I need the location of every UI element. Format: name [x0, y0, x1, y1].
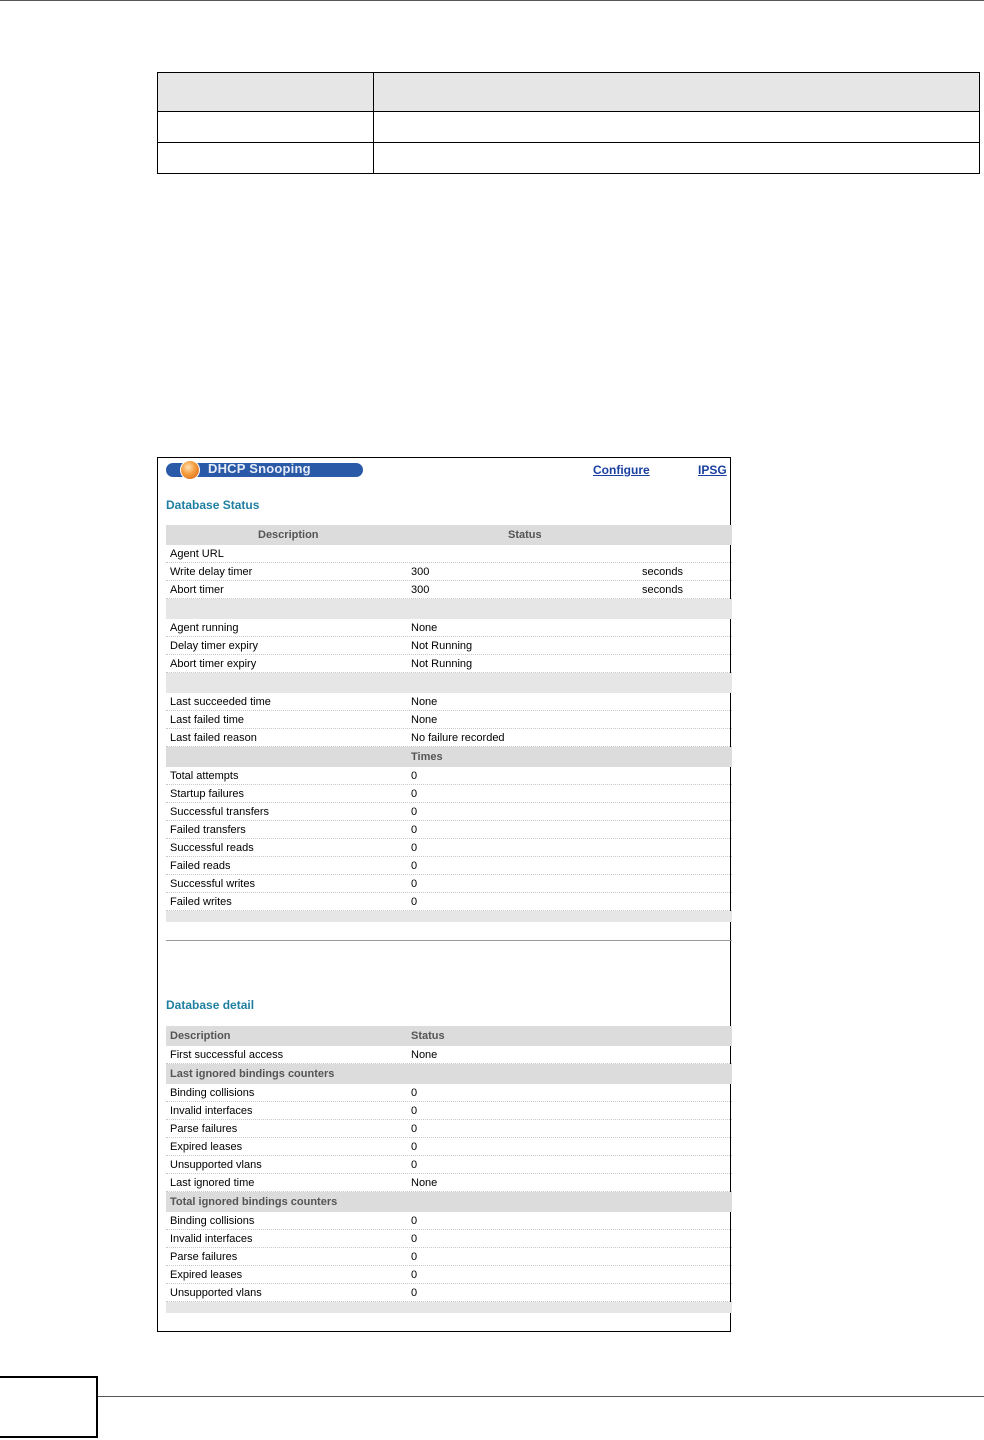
row-value: 0	[411, 1123, 418, 1135]
table-row	[166, 1230, 732, 1248]
row-value: None	[411, 622, 438, 634]
row-label: Failed writes	[170, 896, 232, 908]
table-row	[166, 563, 732, 581]
row-label: Last succeeded time	[170, 696, 271, 708]
table-row	[166, 1084, 732, 1102]
row-value: 0	[411, 1233, 418, 1245]
row-value: No failure recorded	[411, 732, 505, 744]
row-label: Expired leases	[170, 1269, 243, 1281]
ipsg-link[interactable]: IPSG	[698, 463, 727, 477]
last-ignored-header	[166, 1064, 732, 1084]
row-label: Binding collisions	[170, 1087, 255, 1099]
row-label: Abort timer	[170, 584, 224, 596]
description-header: Description	[258, 529, 319, 541]
doc-table-row	[158, 112, 980, 143]
row-label: Write delay timer	[170, 566, 253, 578]
row-label: Startup failures	[170, 788, 244, 800]
row-value: None	[411, 696, 438, 708]
table-row	[166, 785, 732, 803]
table-row	[166, 1266, 732, 1284]
row-value: 0	[411, 878, 418, 890]
configure-link[interactable]: Configure	[593, 463, 650, 477]
row-label: Agent running	[170, 622, 239, 634]
table-row	[166, 803, 732, 821]
table-row	[166, 857, 732, 875]
total-ignored-header-label: Total ignored bindings counters	[170, 1196, 338, 1208]
row-value: 0	[411, 806, 418, 818]
table-row	[166, 637, 732, 655]
status-table-header	[166, 525, 732, 545]
row-label: Agent URL	[170, 548, 224, 560]
row-label: Delay timer expiry	[170, 640, 259, 652]
row-label: Binding collisions	[170, 1215, 255, 1227]
row-value: 0	[411, 1251, 418, 1263]
group-separator	[166, 673, 732, 693]
last-ignored-header-label: Last ignored bindings counters	[170, 1068, 335, 1080]
group-separator	[166, 599, 732, 619]
row-unit: seconds	[642, 584, 683, 596]
row-label: Invalid interfaces	[170, 1105, 253, 1117]
dhcp-snooping-panel	[157, 457, 731, 1332]
row-label: Abort timer expiry	[170, 658, 257, 670]
row-value: 0	[411, 788, 418, 800]
table-row	[166, 1284, 732, 1302]
total-ignored-header	[166, 1192, 732, 1212]
row-value: None	[411, 714, 438, 726]
row-value: 0	[411, 842, 418, 854]
times-header	[166, 747, 732, 767]
row-value: 0	[411, 770, 418, 782]
row-label: First successful access	[170, 1049, 284, 1061]
row-value: 300	[411, 566, 430, 578]
row-value: 0	[411, 824, 418, 836]
doc-table-header-row	[158, 73, 980, 112]
row-label: Successful reads	[170, 842, 254, 854]
doc-header-table	[157, 72, 980, 174]
row-value: Not Running	[411, 640, 473, 652]
row-unit: seconds	[642, 566, 683, 578]
row-label: Parse failures	[170, 1123, 238, 1135]
row-value: None	[411, 1049, 438, 1061]
row-label: Expired leases	[170, 1141, 243, 1153]
row-value: 0	[411, 1087, 418, 1099]
table-row	[166, 1046, 732, 1064]
doc-table-row	[158, 143, 980, 174]
row-value: 0	[411, 860, 418, 872]
row-value: 0	[411, 1159, 418, 1171]
status-header: Status	[508, 529, 542, 541]
table-footer	[166, 911, 732, 922]
table-row	[166, 893, 732, 911]
orange-orb-icon	[180, 460, 200, 480]
database-detail-title: Database detail	[166, 998, 255, 1012]
status-header: Status	[411, 1030, 445, 1042]
table-row	[166, 1174, 732, 1192]
section-divider	[166, 940, 732, 941]
table-row	[166, 1248, 732, 1266]
times-header-label: Times	[411, 751, 443, 763]
table-row	[166, 1212, 732, 1230]
page-footer-rule	[98, 1396, 984, 1397]
row-label: Successful transfers	[170, 806, 270, 818]
row-label: Failed reads	[170, 860, 231, 872]
row-label: Failed transfers	[170, 824, 246, 836]
table-row	[166, 767, 732, 785]
table-row	[166, 711, 732, 729]
row-label: Successful writes	[170, 878, 255, 890]
title-banner	[166, 463, 363, 477]
row-value: 300	[411, 584, 430, 596]
table-row	[166, 1120, 732, 1138]
table-row	[166, 619, 732, 637]
table-row	[166, 875, 732, 893]
table-row	[166, 1102, 732, 1120]
row-label: Unsupported vlans	[170, 1159, 262, 1171]
row-label: Last ignored time	[170, 1177, 255, 1189]
row-label: Last failed time	[170, 714, 244, 726]
page-number-box	[0, 1376, 98, 1438]
detail-table-header	[166, 1026, 732, 1046]
row-value: 0	[411, 1215, 418, 1227]
row-label: Parse failures	[170, 1251, 238, 1263]
table-footer	[166, 1302, 732, 1313]
row-label: Last failed reason	[170, 732, 257, 744]
database-status-table	[166, 525, 732, 922]
table-row	[166, 1156, 732, 1174]
row-label: Unsupported vlans	[170, 1287, 262, 1299]
database-status-title: Database Status	[166, 498, 260, 512]
table-row	[166, 655, 732, 673]
table-row	[166, 821, 732, 839]
table-row	[166, 729, 732, 747]
page-top-rule	[0, 0, 984, 1]
database-detail-table	[166, 1026, 732, 1313]
table-row	[166, 1138, 732, 1156]
panel-title: DHCP Snooping	[208, 461, 311, 476]
table-row	[166, 545, 732, 563]
row-value: None	[411, 1177, 438, 1189]
table-row	[166, 581, 732, 599]
table-row	[166, 839, 732, 857]
row-value: 0	[411, 1287, 418, 1299]
row-value: 0	[411, 896, 418, 908]
table-row	[166, 693, 732, 711]
row-value: Not Running	[411, 658, 473, 670]
row-label: Total attempts	[170, 770, 239, 782]
row-value: 0	[411, 1141, 418, 1153]
description-header: Description	[170, 1030, 231, 1042]
row-label: Invalid interfaces	[170, 1233, 253, 1245]
row-value: 0	[411, 1105, 418, 1117]
row-value: 0	[411, 1269, 418, 1281]
